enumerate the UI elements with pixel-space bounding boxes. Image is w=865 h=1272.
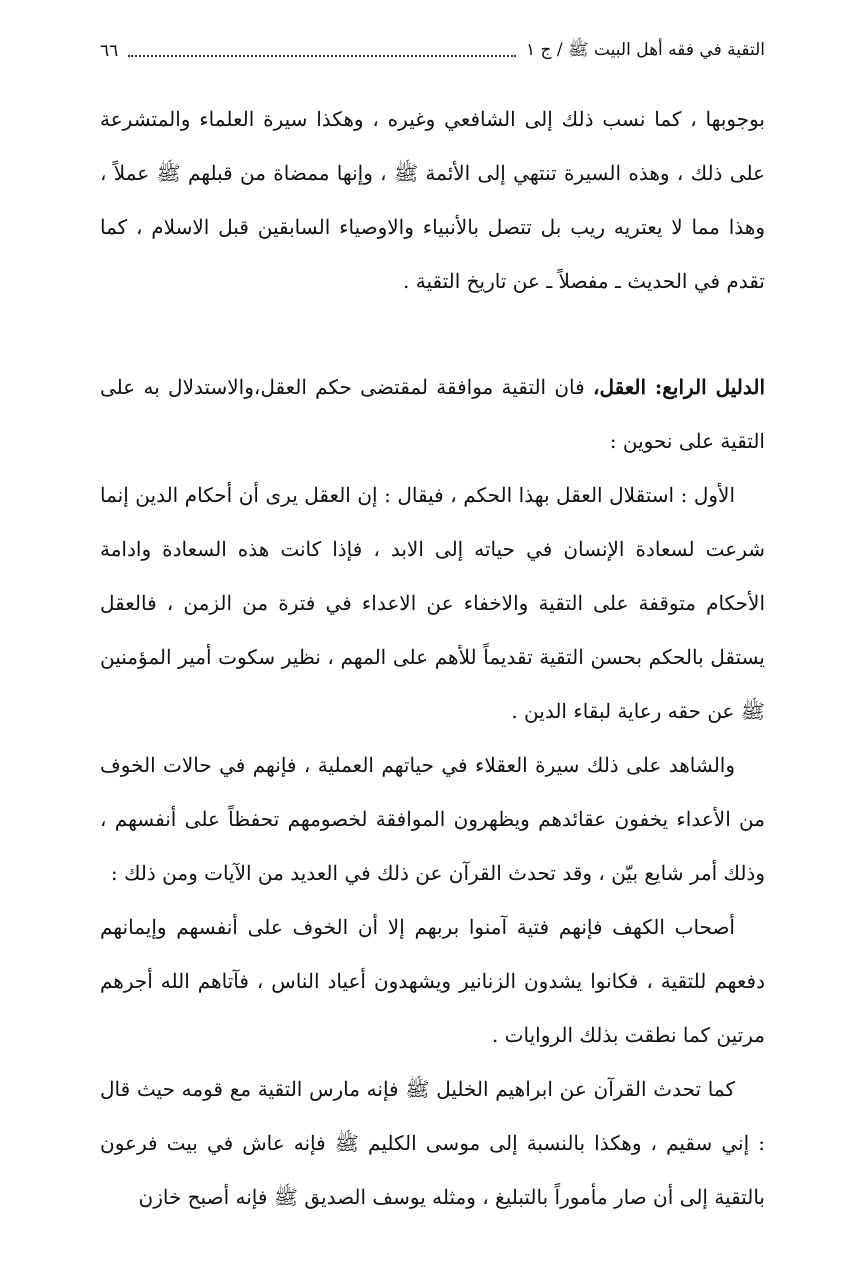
section-heading-paragraph	[100, 360, 765, 468]
paragraph: والشاهد على ذلك سيرة العقلاء في حياتهم العملية ، فإنهم في حالات الخوف من الأعداء يخفون عقائدهم ويظهرون الموافقة لخصومهم تحفظاً على أنفسهم ، وذلك أمر شايع بيّن ، وقد تحدث القرآن عن ذلك في العديد من الآيات ومن ذلك :	[100, 753, 765, 885]
header-dot-leader	[128, 45, 516, 57]
paragraph: أصحاب الكهف فإنهم فتية آمنوا بربهم إلا أن الخوف على أنفسهم وإيمانهم دفعهم للتقية ، فكانوا يشدون الزنانير ويشهدون أعياد الناس ، فآتاهم الله أجرهم مرتين كما نطقت بذلك الروايات .	[100, 915, 765, 1047]
page-body	[100, 92, 765, 1224]
paragraph: كما تحدث القرآن عن ابراهيم الخليل ﷺ فإنه مارس التقية مع قومه حيث قال : إني سقيم ، وهكذا بالنسبة إلى موسى الكليم ﷺ فإنه عاش في بيت فرعون بالتقية إلى أن صار مأموراً بالتبليغ ، ومثله يوسف الصديق ﷺ فإنه أصبح خازن	[100, 1077, 765, 1209]
paragraph: بوجوبها ، كما نسب ذلك إلى الشافعي وغيره ، وهكذا سيرة العلماء والمتشرعة على ذلك ، وهذه السيرة تنتهي إلى الأئمة ﷺ ، وإنها ممضاة من قبلهم ﷺ عملاً ، وهذا مما لا يعتريه ريب بل تتصل بالأنبياء والاوصياء السابقين قبل الاسلام ، كما تقدم في الحديث ـ مفصلاً ـ عن تاريخ التقية .	[100, 107, 765, 293]
paragraph-text: فان التقية موافقة لمقتضى حكم العقل،والاستدلال به على التقية على نحوين :	[100, 375, 765, 453]
section-heading: الدليل الرابع: العقل،	[592, 375, 766, 399]
running-header	[100, 34, 765, 68]
paragraph: الأول : استقلال العقل بهذا الحكم ، فيقال : إن العقل يرى أن أحكام الدين إنما شرعت لسعادة الإنسان في حياته إلى الابد ، فإذا كانت هذه السعادة وادامة الأحكام متوقفة على التقية والاخفاء عن الاعداء في فترة من الزمن ، فالعقل يستقل بالحكم بحسن التقية تقديماً للأهم على المهم ، نظير سكوت أمير المؤمنين ﷺ عن حقه رعاية لبقاء الدين .	[100, 483, 765, 723]
page-number: ٦٦	[100, 41, 119, 61]
book-title: التقية في فقه أهل البيت ﷺ / ج ١	[525, 39, 765, 60]
